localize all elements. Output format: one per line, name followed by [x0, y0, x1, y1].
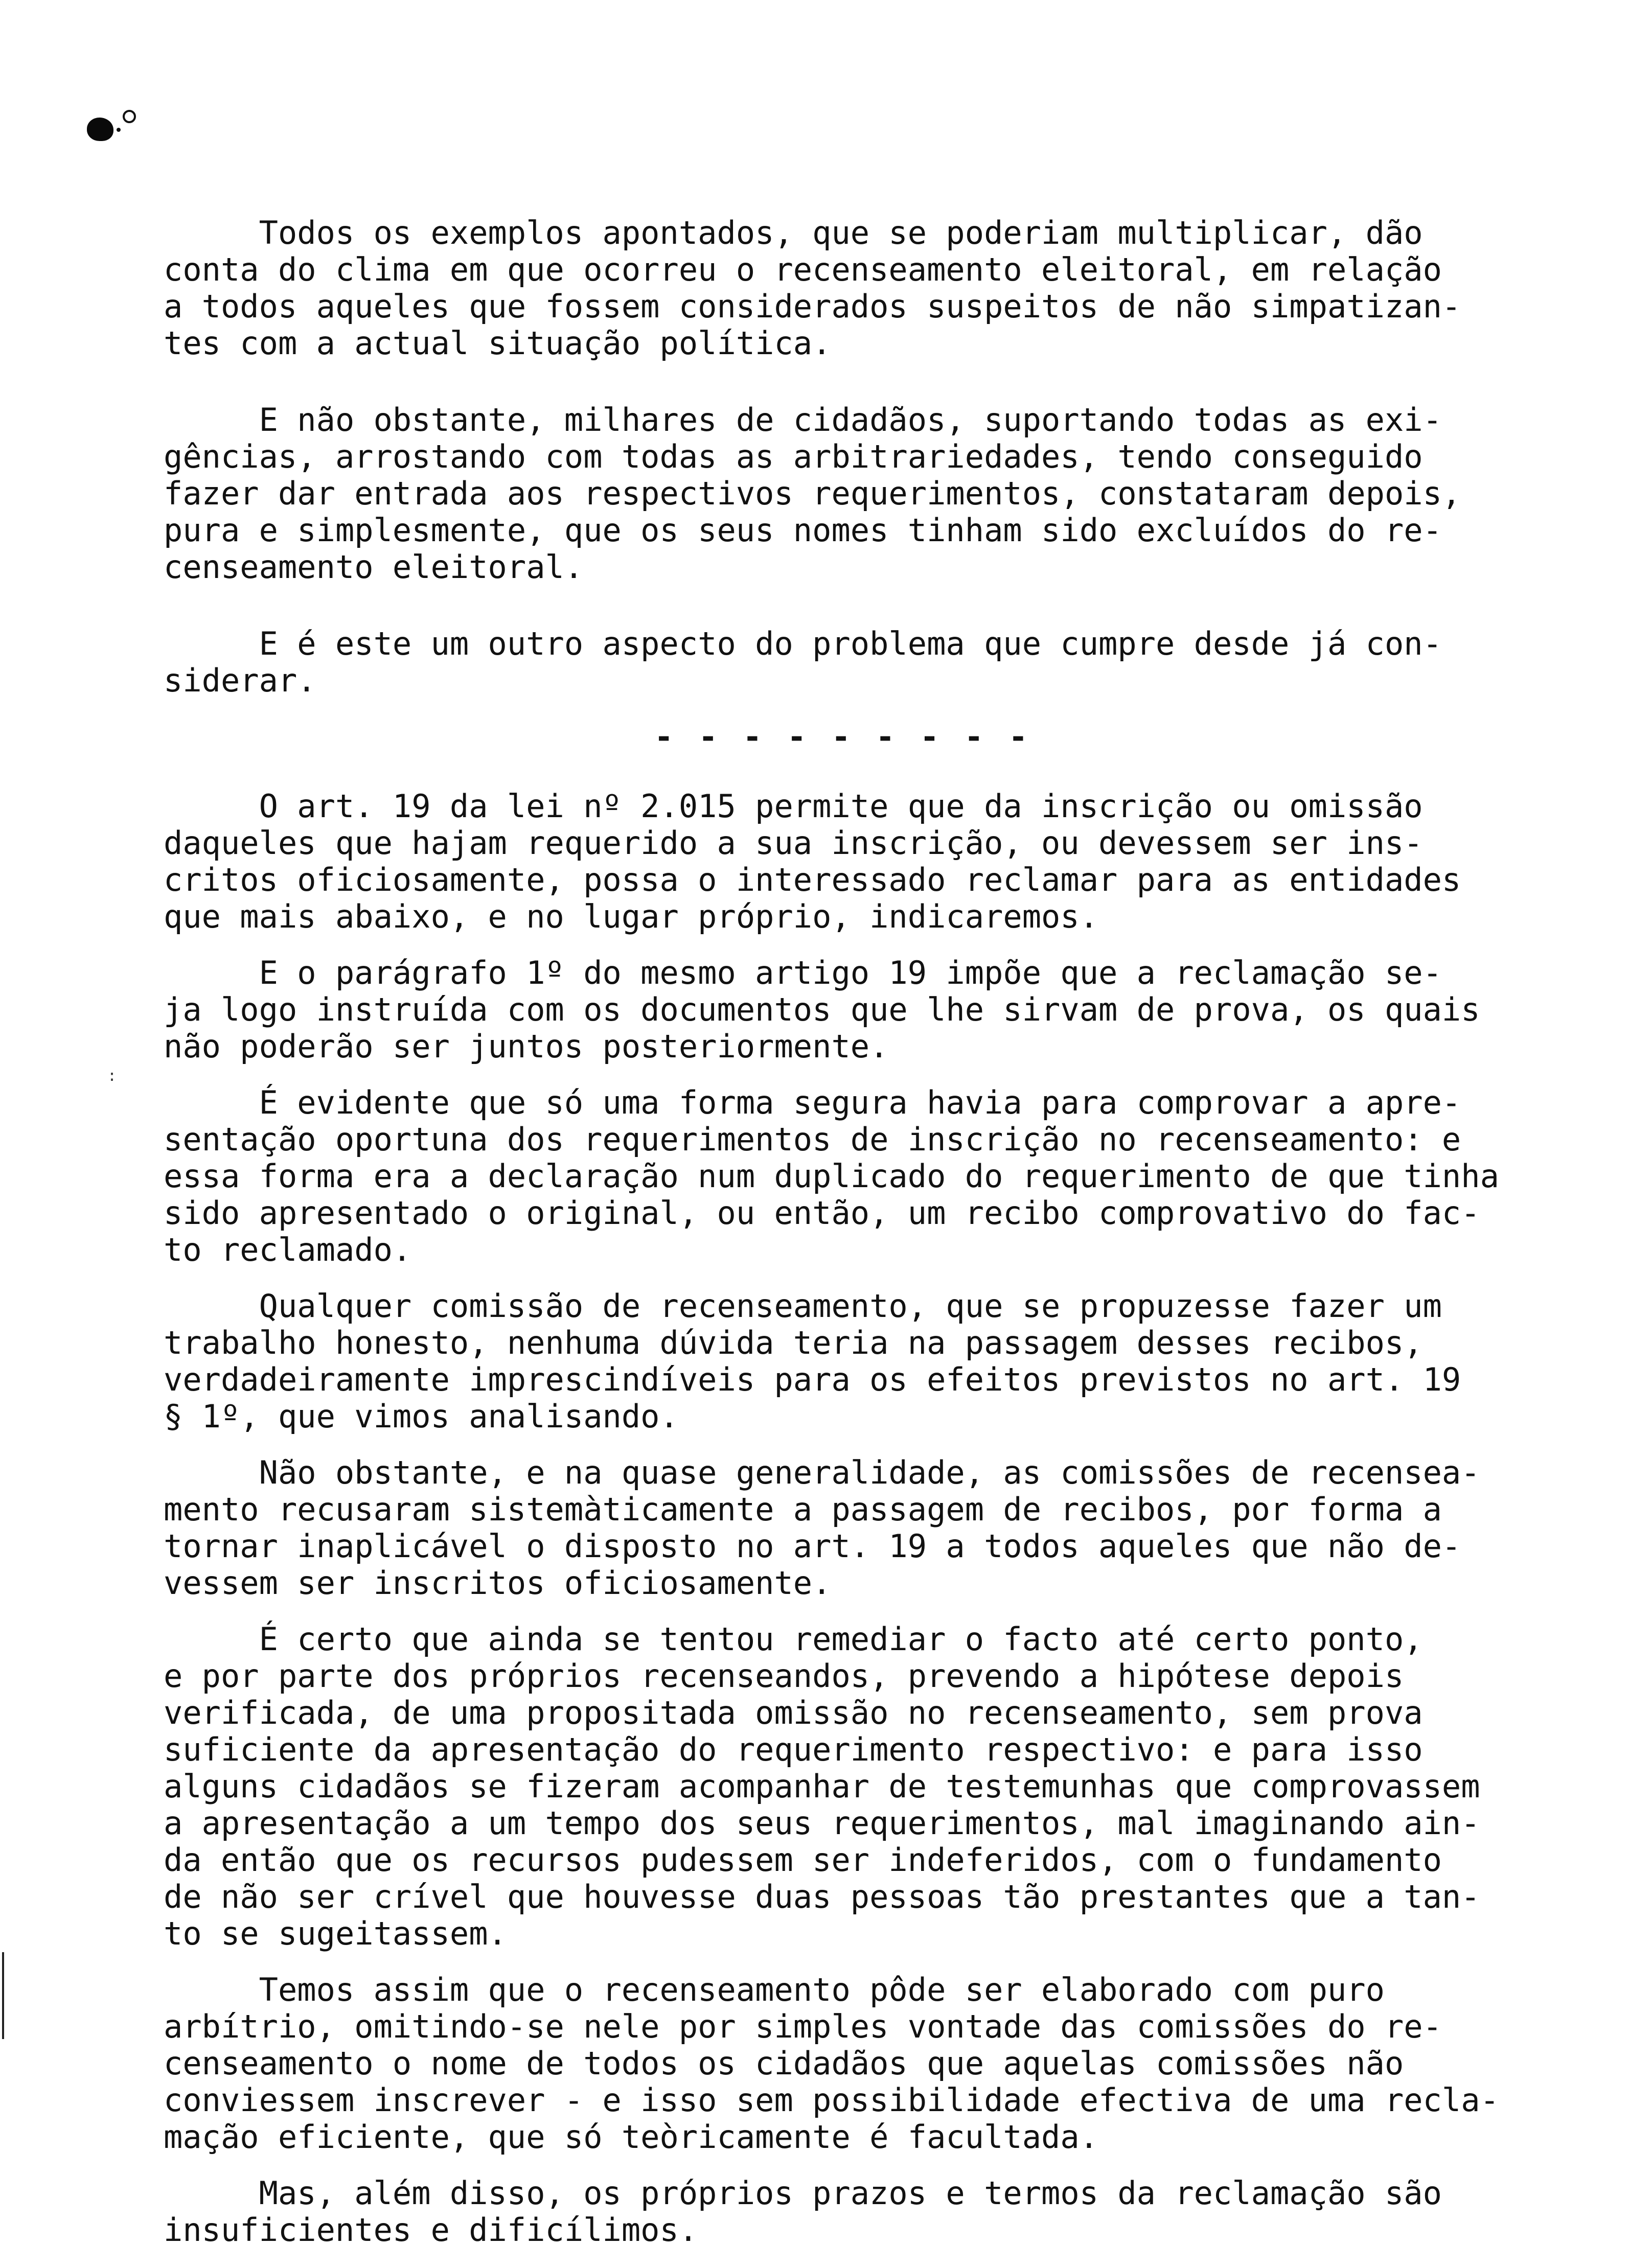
document-body — [164, 215, 1554, 2268]
ink-dot-mark — [117, 128, 121, 132]
paragraph-8: Não obstante, e na quase generalidade, as comissões de recensea- mento recusaram sistemàticamente a passagem de recibos, por forma a tornar inaplicável o disposto no art. 19 a todos aqueles que não de- vessem ser inscritos oficiosamente. — [164, 1454, 1480, 1602]
paragraph-1: Todos os exemplos apontados, que se poderiam multiplicar, dão conta do clima em que ocorreu o recenseamento eleitoral, em relação a todos aqueles que fossem considerados suspeitos de não simpatizan- tes com a actual situação política. — [164, 214, 1461, 362]
paragraph-7: Qualquer comissão de recenseamento, que se propuzesse fazer um trabalho honesto, nenhuma dúvida teria na passagem desses recibos, verdadeiramente imprescindíveis para os efeitos previstos no art. 19 § 1º, que vimos analisando. — [164, 1287, 1461, 1435]
paragraph-11: Mas, além disso, os próprios prazos e termos da reclamação são insuficientes e dificílimos. — [164, 2174, 1442, 2249]
paragraph-5: E o parágrafo 1º do mesmo artigo 19 impõe que a reclamação se- ja logo instruída com os documentos que lhe sirvam de prova, os quais não poderão ser juntos posteriormente. — [164, 954, 1480, 1065]
paragraph-10: Temos assim que o recenseamento pôde ser elaborado com puro arbítrio, omitindo-se nele por simples vontade das comissões do re- censeamento o nome de todos os cidadãos que aquelas comissões não conviessem inscrever - e isso sem possibilidade efectiva de uma recla- mação eficiente, que só teòricamente é facultada. — [164, 1971, 1499, 2156]
paragraph-4: O art. 19 da lei nº 2.015 permite que da inscrição ou omissão daqueles que hajam requerido a sua inscrição, ou devessem ser ins- critos oficiosamente, possa o interessado reclamar para as entidades que mais abaixo, e no lugar próprio, indicaremos. — [164, 788, 1461, 935]
paragraph-6: É evidente que só uma forma segura havia para comprovar a apre- sentação oportuna dos requerimentos de inscrição no recenseamento: e essa forma era a declaração num duplicado do requerimento de que tinha sido apresentado o original, ou então, um recibo comprovativo do fac- to reclamado. — [164, 1084, 1499, 1268]
scan-edge-line — [2, 1952, 4, 2039]
ink-circle-mark — [123, 110, 136, 123]
paragraph-3: E é este um outro aspecto do problema que cumpre desde já con- siderar. — [164, 625, 1442, 699]
section-separator: - - - - - - - - - — [654, 718, 1031, 755]
margin-speck: : — [107, 1067, 117, 1085]
paragraph-2: E não obstante, milhares de cidadãos, suportando todas as exi- gências, arrostando com todas as arbitrariedades, tendo conseguido fazer dar entrada aos respectivos requerimentos, constataram depois, pura e simplesmente, que os seus nomes tinham sido excluídos do re- censeamento eleitoral. — [164, 401, 1461, 586]
ink-blot-mark — [87, 118, 113, 141]
paragraph-9: É certo que ainda se tentou remediar o facto até certo ponto, e por parte dos próprios recenseandos, prevendo a hipótese depois verificada, de uma propositada omissão no recenseamento, sem prova suficiente da apresentação do requerimento respectivo: e para isso alguns cidadãos se fizeram acompanhar de testemunhas que comprovassem a apresentação a um tempo dos seus requerimentos, mal imaginando ain- da então que os recursos pudessem ser indeferidos, com o fundamento de não ser crível que houvesse duas pessoas tão prestantes que a tan- to se sugeitassem. — [164, 1621, 1480, 1952]
